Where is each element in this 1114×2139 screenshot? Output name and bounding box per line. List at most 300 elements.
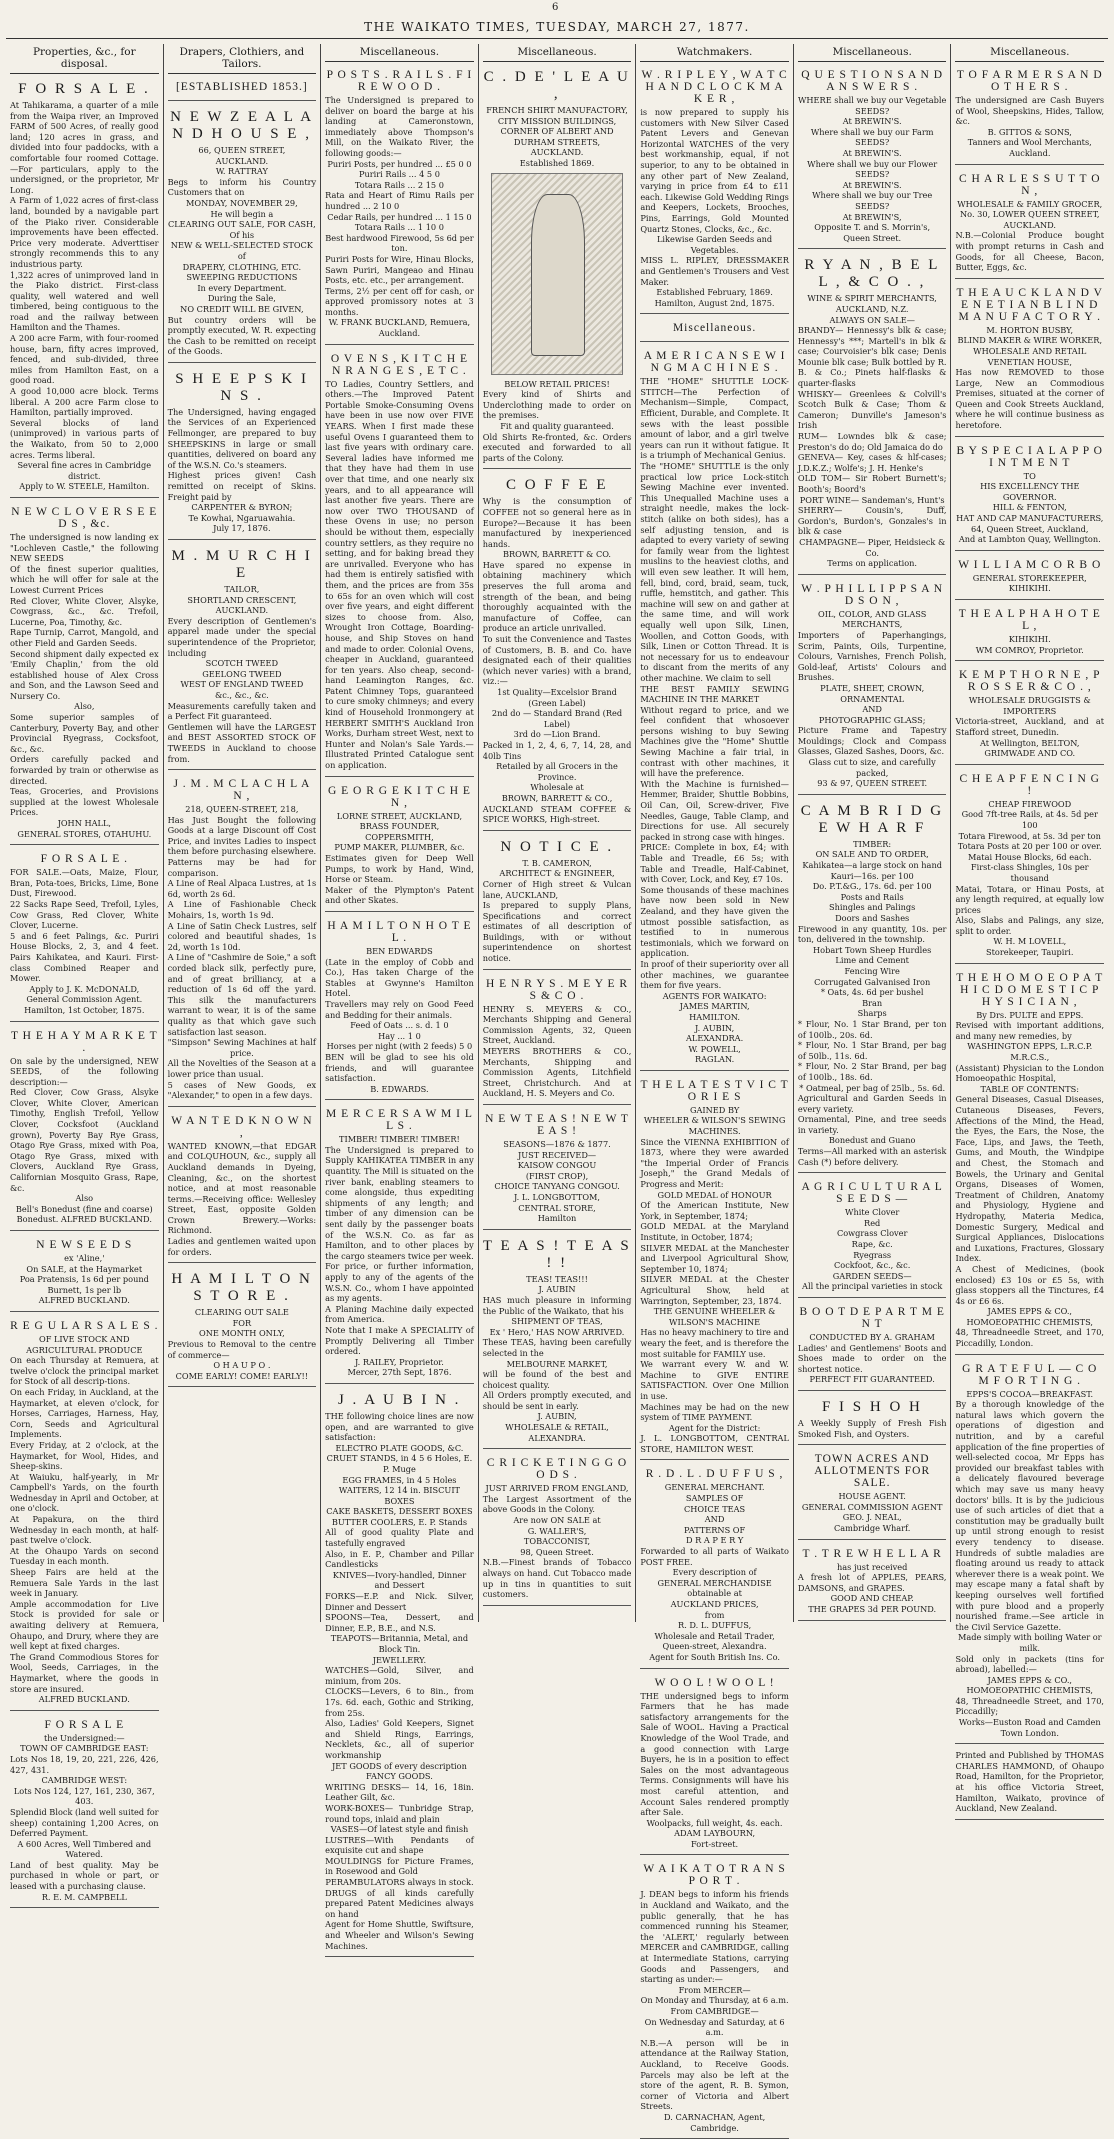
ad-text-line: Of the American Institute, New York, in September, 1874; [640, 1200, 789, 1221]
ad-text-line: In proof of their superiority over all other machines, we guarantee them for five years. [640, 958, 789, 991]
ad-text-line: Victoria-street, Auckland, and at Stafford street, Dunedin. [955, 716, 1105, 737]
ad-text-line: ALFRED BUCKLAND. [38, 1295, 130, 1306]
ad-text-line: ALWAYS ON SALE— [829, 314, 915, 325]
ad-text-line: He will begin a [210, 208, 274, 219]
ad-title: C O F F E E [505, 477, 609, 494]
ad-text-line: Red Clover, White Clover, Alsyke, Cowgrass, &c., &c. Trefoil, Lucerne, Poa, Timothy, &c. [10, 595, 159, 627]
ad-text-line: All of good quality Plate and tastefully engraved [325, 1527, 474, 1549]
ad-text-line: Packed in 1, 2, 4, 6, 7, 14, 28, and 40lb Tins [482, 739, 632, 761]
ad-text-line: Highest prices given! Cash remitted on receipt of Skins. Freight paid by [167, 470, 317, 502]
advertisement [798, 579, 947, 795]
ad-title: G E O R G E K I T C H E N , [327, 784, 471, 809]
ad-text-line: Made simply with boiling Water or milk. [957, 1632, 1102, 1653]
ad-text-line: from [704, 1609, 725, 1620]
ad-text-line: At BREWIN'S, [842, 211, 902, 222]
ad-text-line: ALFRED BUCKLAND. [38, 1694, 130, 1705]
ad-title: T H E A U C K L A N D V E N E T I A N B L I N D M A N U F A C T O R Y . [956, 286, 1103, 323]
ad-text-line: HOMOEOPATHIC CHEMISTS, [966, 1316, 1094, 1327]
advertisement [168, 77, 317, 101]
ad-text-line: White Clover [845, 1207, 900, 1218]
ad-text-line: NO CREDIT WILL BE GIVEN, [180, 303, 304, 314]
ad-text-line: Also, [74, 701, 95, 712]
ad-text-line: Totara Posts at 20 per 100 or over. [957, 841, 1102, 852]
ad-text-line: O H A U P O . [213, 1360, 271, 1371]
ad-text-line: JAMES EPPS & CO., [987, 1306, 1073, 1317]
ad-text-line: Rape Turnip, Carrot, Mangold, and other Field and Garden Seeds. [10, 627, 159, 648]
ad-text-line: GOLD MEDAL of HONOUR [657, 1189, 772, 1200]
advertisement [640, 1859, 789, 2139]
ad-text-line: A Planing Machine daily expected from America. [325, 1303, 474, 1325]
advertisement [798, 253, 947, 574]
ad-text-line: PRICE: Complete in box, £4; with Table and Treadle, £6 5s; with Table and Treadle, Half-Cabinet, with Cover, Lock, and Key, £7 10s. [640, 842, 789, 885]
ad-text-line: Horses per night (with 2 feeds) 5 0 [326, 1041, 473, 1052]
page-number: 6 [552, 2, 559, 13]
ad-text-line: Corrugated Galvanised Iron [814, 976, 931, 987]
ad-title: N E W C L O V E R S E E D S , &c. [11, 505, 158, 530]
ad-text-line: JOHN HALL, [57, 818, 111, 828]
ad-text-line: WANTED KNOWN,—that EDGAR and COLQUHOUN, &c., supply all Auckland demands in Dyeing, Cleaning, &c., on the shortest notice, and at most reasonable terms.—Receiving office: Wellesley Street, East, opposite Golden Crown Brewery.—Works: Richmond. [167, 1140, 317, 1236]
advertisement [483, 65, 632, 469]
ad-text-line: SCOTCH TWEED [205, 658, 279, 669]
ad-text-line: PERFECT FIT GUARANTEED. [809, 1374, 935, 1385]
ad-text-line: Also, Slabs and Palings, any size, split to order. [955, 915, 1105, 936]
ad-text-line: Where shall we buy our Flower SEEDS? [807, 158, 938, 180]
ad-text-line: HOUSE AGENT. [838, 1491, 906, 1502]
ad-text-line: CHOICE TANYANG CONGOU. [494, 1181, 620, 1192]
ad-text-line: CRUET STANDS, in 4 5 6 Holes, E. P. Muge [326, 1453, 473, 1474]
ad-text-line: obtainable at [687, 1588, 742, 1599]
ad-text-line: Auckland. [1009, 147, 1051, 158]
column-heading: Miscellaneous. [798, 44, 947, 62]
ad-text-line: Firewood in any quantity, 10s. per ton, delivered in the township. [797, 923, 947, 945]
ad-text-line: J. AUBIN [538, 1284, 576, 1295]
ad-text-line: "Simpson" Sewing Machines at half price. [167, 1037, 316, 1058]
ad-title: T E A S ! T E A S ! ! [482, 1237, 632, 1271]
ad-text-line: Established 1869. [519, 157, 595, 168]
ad-text-line: Has no heavy machinery to tire and weary the feet, and is therefore the most suitable for FAMILY use. [640, 1327, 789, 1359]
ad-text-line: GENERAL MERCHANDISE [657, 1577, 772, 1588]
ad-text-line: 1st Quality—Excelsior Brand (Green Label) [497, 687, 617, 708]
ad-text-line: THE BEST FAMILY SEWING MACHINE IN THE MARKET [640, 683, 789, 705]
ad-text-line: D R A P E R Y [685, 1535, 744, 1546]
ad-text-line: THE GRAPES 3d PER POUND. [808, 1603, 937, 1614]
ad-text-line: SPOONS—Tea, Dessert, and Dinner, E.P., B.E., and N.S. [325, 1612, 474, 1633]
column-heading: Miscellaneous. [955, 44, 1104, 62]
ad-text-line: BELOW RETAIL PRICES! [504, 378, 610, 389]
advertisement [325, 916, 474, 1100]
advertisement [798, 1302, 947, 1391]
ad-text-line: Also [75, 1193, 94, 1204]
ad-text-line: AND [862, 704, 882, 715]
advertisement [955, 65, 1104, 165]
ad-text-line: JAMES EPPS & CO., [987, 1674, 1073, 1685]
ad-text-line: WHOLESALE & FAMILY GROCER, [957, 198, 1103, 209]
ad-text-line: Feed of Oats ... s. d. 1 0 [350, 1020, 449, 1031]
ad-title: T . T R E W H E L L A R [802, 1547, 942, 1560]
ad-text-line: Do. P.T.&G., 17s. 6d. per 100 [812, 881, 932, 892]
ad-text-line: Second shipment daily expected ex 'Emily Chaplin,' from the old established house of Alex Cross and Son, and the Lawson Seed and Nursery Co. [10, 648, 159, 701]
ad-text-line: ex 'Aline,' [64, 1253, 105, 1263]
ad-text-line: 98, Queen Street. [520, 1546, 594, 1557]
ad-text-line: FANCY GOODS. [366, 1771, 433, 1782]
ad-text-line: On Monday and Thursday, at 6 a.m. [640, 1995, 789, 2006]
advertisement [955, 968, 1104, 1355]
ad-text-line: GENERAL MERCHANT. [664, 1482, 765, 1493]
ad-text-line: EGG FRAMES, in 4 5 Holes [342, 1474, 457, 1485]
ad-title: C A M B R I D G E W H A R F [800, 802, 944, 836]
ad-text-line: Rape, &c. [851, 1239, 893, 1250]
ad-text-line: The undersigned are Cash Buyers of Wool, Sheepskins, Hides, Tallow, &c. [955, 95, 1105, 127]
column [6, 44, 164, 1902]
ad-text-line: Agricultural and Garden Seeds in every variety. [797, 1093, 947, 1114]
advertisement [10, 77, 159, 498]
ad-text-line: Good 7ft-tree Rails, at 4s. 5d per 100 [961, 809, 1098, 830]
ad-text-line: And at Lambton Quay, Wellington. [958, 534, 1101, 545]
ad-text-line: General Diseases, Casual Diseases, Cutaneous Diseases, Fevers, Affections of the Mind, the Head, the Eyes, the Ears, the Nose, the Face, Lips, and Jaws, the Teeth, Gums, and Mouth, the Windpipe and Chest, the Stomach and Bowels, the Urinary and Genital Organs, Diseases of Women, Treatment of Children, Anatomy and Physiology, Hygiene and Hydropathy, Materia Medica, Domestic Surgery, Medical and Surgical Appliances, Dislocations and Luxations, Fractures, Glossary Index. [955, 1094, 1105, 1264]
ad-title: C R I C K E T I N G G O O D S . [486, 1457, 628, 1482]
column [479, 44, 637, 1622]
ad-title: O V E N S , K I T C H E N R A N G E S , E T C . [330, 352, 469, 377]
ad-text-line: &c., &c., &c. [214, 689, 269, 700]
ad-text-line: Why is the consumption of COFFEE not so general here as in Europe?—Because it has been manufactured by inexperienced hands. [482, 496, 632, 549]
ad-text-line: JUST RECEIVED— [517, 1149, 597, 1160]
advertisement [10, 849, 159, 1021]
ad-text-line: Since the VIENNA EXHIBITION of 1873, where they were awarded "the Imperial Order of Francis Joseph," the Grand Medals of Progress and Merit: [640, 1136, 789, 1190]
ad-text-line: Picture Frame and Tapestry Mouldings; Clock and Compass Glasses, Glazed Sashes, Doors, &c. [797, 725, 947, 757]
ad-text-line: (FIRST CROP), [525, 1170, 589, 1181]
ad-text-line: TIMBER! TIMBER! TIMBER! [339, 1134, 460, 1145]
ad-text-line: CARPENTER & BYRON; [191, 502, 293, 513]
ad-text-line: Are now ON SALE at [513, 1515, 601, 1526]
ad-text-line: Kauri—16s. per 100 [830, 870, 914, 881]
advertisement [955, 1748, 1104, 1820]
ad-text-line: MISS L. RIPLEY, DRESSMAKER and Gentlemen's Trousers and Vest Maker. [640, 255, 789, 287]
ad-text-line: is now prepared to supply his customers with New Silver Cased Patent Levers and Genevan Horizontal WATCHES of the very best workmanship, equal, if not superior, to any to be obtained in any other part of New Zealand, varying in price from £4 to £11 each. Likewise Gold Wedding Rings and Keepers, Lockets, Brooches, Pins, Earrings, Gold Mounted Quartz Stones, Clocks, &c., &c. [640, 107, 789, 234]
ad-text-line: WHOLESALE AND RETAIL [973, 345, 1087, 356]
ad-text-line: Old Shirts Re-fronted, &c. Orders executed and forwarded to all parts of the Colony. [482, 431, 632, 463]
ad-title: K E M P T H O R N E , P R O S S E R & C O . , [958, 669, 1101, 694]
masthead-rule [6, 38, 1108, 39]
ad-text-line: A Line of Real Alpaca Lustres, at 1s 6d, worth 2s 6d. [167, 878, 317, 899]
ad-text-line: (Late in the employ of Cobb and Co.), Has taken Charge of the Stables at Gwynne's Hamilton Hotel. [325, 956, 474, 999]
ad-text-line: Ladies' and Gentlemens' Boots and Shoes made to order on the shortest notice. [797, 1342, 947, 1374]
ad-text-line: AUCKLAND. [530, 147, 584, 158]
ad-title: A G R I C U L T U R A L S E E D S — [801, 1181, 943, 1206]
ad-text-line: Sold only in packets (tins for abroad), labelled:— [955, 1653, 1105, 1675]
ad-text-line: M. HORTON BUSBY, [986, 324, 1074, 335]
ad-text-line: PUMP MAKER, PLUMBER, &c. [334, 842, 465, 853]
ad-text-line: ON SALE AND TO ORDER, [815, 849, 929, 860]
ad-title: P O S T S . R A I L S . F I R E W O O D . [326, 69, 473, 93]
ad-text-line: has just received [836, 1561, 908, 1572]
ad-text-line: Lime and Cement [835, 955, 909, 966]
ad-text-line: * Oats, 4s. 6d per bushel [820, 987, 924, 998]
ad-text-line: 5 cases of New Goods, ex "Alexander," to open in a few days. [167, 1079, 317, 1101]
ad-text-line: JAMES MARTIN, [679, 1001, 750, 1012]
ad-text-line: Tanners and Wool Merchants, [967, 137, 1092, 148]
ad-title: R Y A N , B E L L , & C O . , [804, 257, 940, 291]
ad-text-line: 66, QUEEN STREET, [198, 145, 286, 155]
ad-text-line: Agent for South British Ins. Co. [649, 1651, 780, 1662]
advertisement [325, 781, 474, 912]
ad-text-line: Estimates given for Deep Well Pumps, to work by Hand, Wind, Horse or Steam. [325, 853, 474, 885]
advertisement [955, 441, 1104, 551]
ad-text-line: THE GENUINE WHEELER & WILSON'S MACHINE [653, 1306, 776, 1327]
ad-text-line: WATCHES—Gold, Silver, and minium, from 20s. [325, 1665, 474, 1686]
ad-text-line: VASES—Of latest style and finish [330, 1824, 469, 1835]
ad-text-line: Revised with important additions, and many new remedies, by [955, 1020, 1105, 1041]
ad-text-line: Bran [862, 997, 883, 1008]
ad-text-line: Queen Street. [843, 232, 902, 243]
ad-text-line: R. D. L. DUFFUS, [678, 1620, 752, 1631]
ad-text-line: Likewise Garden Seeds and Vegetables. [657, 234, 773, 255]
ad-text-line: TEAPOTS—Britannia, Metal, and Block Tin. [330, 1633, 469, 1654]
ad-text-line: A fresh lot of APPLES, PEARS, DAMSONS, and GRAPES. [797, 1572, 947, 1593]
advertisement [798, 1395, 947, 1445]
ad-text-line: Bell's Bonedust (fine and coarse) [15, 1203, 153, 1214]
ad-text-line: The Undersigned, having engaged the Services of an Experienced Fellmonger, are prepared to buy SHEEPSKINS in large or small quantities, delivered on board any of the W.S.N. Co.'s steamers. [167, 406, 317, 470]
ad-text-line: GENEVA— Key, cases & hlf-cases; J.D.K.Z.; Wolfe's; J. H. Henke's [797, 452, 947, 473]
advertisement [168, 367, 317, 540]
ad-text-line: Of his [229, 229, 255, 240]
ad-title: Miscellaneous. [672, 322, 757, 335]
ad-text-line: SWEEPING REDUCTIONS [186, 272, 298, 283]
ad-text-line: Some thousands of these machines have now been sold in New Zealand, and they have given the utmost possible satisfaction, as testified to in numerous testimonials, which we forward on application. [640, 884, 789, 959]
ad-text-line: General Commission Agent. [26, 994, 143, 1005]
ad-title: S H E E P S K I N S . [175, 370, 309, 404]
advertisement [798, 1544, 947, 1621]
ad-title: N E W S E E D S [36, 1239, 133, 1251]
advertisement [955, 283, 1104, 437]
ad-text-line: Hobart Town Sheep Hurdles [813, 944, 932, 955]
ad-text-line: Corner of High street & Vulcan lane, AUCKLAND, [482, 878, 632, 900]
ad-text-line: Bonedust. ALFRED BUCKLAND. [16, 1214, 152, 1225]
ad-text-line: SHIPMENT OF TEAS, [511, 1316, 603, 1327]
ad-text-line: Every description of Gentlemen's apparel made under the special superintendence of the Proprietor, including [167, 615, 317, 658]
ad-text-line: Established February, 1869. [656, 287, 773, 298]
advertisement [798, 799, 947, 1173]
ad-text-line: Terms, 2½ per cent off for cash, or approved promissory notes at 3 months. [325, 285, 474, 317]
ad-text-line: Apply to W. STEELE, Hamilton. [19, 481, 150, 492]
ad-text-line: Cowgrass Clover [836, 1228, 908, 1239]
ad-text-line: BEN EDWARDS [366, 945, 433, 956]
ad-text-line: On each Friday, in Auckland, at the Haymarket, at eleven o'clock, for Horses, Carriages, Harness, Hay, Corn, Seeds and Agricultural Implements. [10, 1386, 159, 1440]
ad-text-line: J. AUBIN, [537, 1411, 577, 1422]
ad-text-line: CLEARING OUT SALE, FOR CASH, [167, 219, 316, 230]
ad-text-line: On Wednesday and Saturday, at 6 a.m. [644, 2016, 785, 2038]
ad-text-line: will be found of the best and choicest quality. [482, 1369, 632, 1390]
ad-text-line: July 17, 1876. [213, 523, 271, 534]
ad-title: W . P H I L L I P P S A N D S O N , [801, 582, 944, 607]
ad-title: W A N T E D K N O W N , [171, 1114, 313, 1139]
ad-title: F O R S A L E . [40, 853, 128, 866]
ad-text-line: TOBACCONIST, [523, 1536, 591, 1547]
ad-text-line: Agent for Home Shuttle, Swiftsure, and Wheeler and Wilson's Sewing Machines. [325, 1919, 474, 1951]
ad-text-line: Lots Nos 124, 127, 161, 230, 367, 403. [13, 1785, 155, 1807]
ad-title: M E R C E R S A W M I L L S . [326, 1108, 473, 1133]
ad-text-line: Apply to J. K. McDONALD, [29, 983, 140, 994]
ad-text-line: * Flour, No. 1 Star Brand, per ton of 100lb., 20s. 6d. [797, 1018, 947, 1040]
ad-text-line: At BREWIN'S. [842, 179, 902, 190]
ad-text-line: A Chest of Medicines, (book enclosed) £3 10s or £5 5s, with glass stoppers all the Tinctures, £4 4s or £6 6s. [955, 1263, 1105, 1306]
advertisement [640, 1464, 789, 1668]
advertisement [325, 349, 474, 777]
advertisement [955, 665, 1104, 765]
ad-text-line: Gentlemen will have the LARGEST and BEST ASSORTED STOCK OF TWEEDS in Auckland to choose from. [167, 721, 317, 764]
ad-title: H A M I L T O N S T O R E . [171, 1271, 313, 1305]
advertisement [798, 1177, 947, 1298]
ad-text-line: Hamilton [537, 1213, 577, 1224]
ad-text-line: THE undersigned begs to inform Farmers that he has made satisfactory arrangements for the Sale of WOOL. Having a Practical Knowledge of the Wool Trade, and a good connection with Large Buyers, he is in a position to effect Sales on the most advantageous Terms. Consignments will have his most careful attention, and Account Sales rendered promptly after Sale. [640, 1690, 789, 1818]
ad-text-line: The Undersigned is prepared to Supply KAHIKATEA TIMBER in any quantity. The Mill is situated on the river bank, enabling steamers to come alongside, thus expediting shipments of any length; and timber of any dimension can be sent daily by the passenger boats of the W.S.N. Co. as far as Hamilton, and to other places by the cargo steamers twice per week. [325, 1144, 474, 1261]
ad-text-line: MEYERS BROTHERS & CO., Merchants, Shipping and Commission Agents, Litchfield Street, Christchurch. And at Auckland, H. S. Meyers and Co. [482, 1046, 632, 1099]
ad-text-line: The undersigned is now landing ex "Lochleven Castle," the following NEW SEEDS [10, 531, 159, 564]
ad-text-line: At Tahikarama, a quarter of a mile from the Waipa river, an Improved FARM of 500 Acres, of really good land; 120 acres in grass, and divided into four paddocks, with a comfortable four roomed Cottage.—For particulars, apply to the undersigned, or the proprietor, Mr Long. [10, 100, 159, 195]
ad-text-line: Forwarded to all parts of Waikato POST FREE. [640, 1546, 789, 1567]
ad-text-line: JUST ARRIVED FROM ENGLAND, [485, 1483, 629, 1494]
advertisement [798, 65, 947, 249]
advertisement [483, 473, 632, 830]
column [164, 44, 322, 1622]
column-heading: Miscellaneous. [483, 44, 632, 62]
ad-text-line: SAMPLES OF [685, 1493, 744, 1504]
ad-title: A M E R I C A N S E W I N G M A C H I N E S . [643, 350, 786, 375]
ad-text-line: PORT WINE— Sandeman's, Hunt's [799, 494, 945, 505]
advertisement [325, 65, 474, 345]
ad-text-line: * Flour, No. 2 Star Brand, per bag of 100lb., 18s. 6d. [797, 1061, 947, 1082]
ad-text-line: HAT AND CAP MANUFACTURERS, [956, 513, 1104, 524]
ad-text-line: W. FRANK BUCKLAND, Remuera, Auckland. [328, 317, 471, 339]
ad-text-line: ARCHITECT & ENGINEER, [499, 868, 615, 879]
ad-text-line: At Papakura, on the third Wednesday in each month, at half-past twelve o'clock. [10, 1514, 159, 1546]
advertisement [325, 1104, 474, 1384]
ad-text-line: For price, or further information, apply to any of the agents of the W.S.N. Co., whom I have appointed as my agents. [325, 1261, 474, 1304]
ad-text-line: 48, Threadneedle Street, and 170, Piccadilly, London. [955, 1327, 1105, 1349]
ad-text-line: Terms—All marked with an asterisk Cash (*) before delivery. [797, 1146, 947, 1167]
ad-text-line: FRENCH SHIRT MANUFACTORY, [486, 105, 628, 115]
ad-text-line: A 200 acre Farm, with four-roomed house, barn, fifty acres improved, fenced, and sub-divided, three miles from Hamilton East, on a good road. [10, 333, 159, 386]
ad-text-line: Opposite T. and S. Morrin's, [814, 222, 931, 233]
ad-text-line: Every description of [672, 1567, 757, 1578]
ad-text-line: Puriri Posts, per hundred ... £5 0 0 [327, 158, 472, 169]
ad-text-line: At the Ohaupo Yards on second Tuesday in each month. [10, 1545, 159, 1567]
ad-text-line: KIHIKIHI. [1008, 583, 1051, 594]
ad-text-line: GOLD MEDAL at the Maryland Institute, in October, 1874; [640, 1221, 789, 1242]
ad-text-line: THE "HOME" SHUTTLE LOCK-STITCH—The Perfection of Mechanism—Simple, Compact, Efficient, Durable, and Complete. It sews with the least possible amount of labor, and a girl twelve years can run it without fatigue. It is a triumph of Mechanical Genius. [640, 376, 789, 461]
ad-text-line: On each Thursday at Remuera, at twelve o'clock the principal market for Stock of all descrip-tions. [10, 1355, 159, 1387]
ad-text-line: Matai House Blocks, 6d each. [968, 851, 1092, 862]
ad-text-line: RUM— Lowndes blk & case; Preston's do do; Old Jamaica do do [797, 431, 947, 452]
ad-text-line: A good 10,000 acre block. Terms liberal. A 200 acre Farm close to Hamilton, partially improved. [10, 386, 159, 418]
ad-title: R . D . L . D U F F U S , [645, 1468, 784, 1481]
ad-text-line: KNIVES—Ivory-handled, Dinner and Dessert [332, 1569, 467, 1591]
ad-text-line: Fort-street. [691, 1838, 739, 1849]
ad-text-line: BROWN, BARRETT & CO., [501, 792, 613, 803]
ad-text-line: A Farm of 1,022 acres of first-class land, bounded by a navigable part of the Piako river. Considerable improvements have been effected. Price very moderate. Adverttiser strongly recommends this to any industrious party. [10, 195, 159, 269]
advertisement [640, 346, 789, 1071]
ad-text-line: 218, QUEEN-STREET, 218, [185, 804, 299, 815]
ad-text-line: TO [1023, 470, 1036, 481]
ad-text-line: the Undersigned:— [44, 1732, 125, 1743]
ad-text-line: Terms on application. [827, 558, 918, 569]
ad-title: W . R I P L E Y , W A T C H A N D C L O C K M A K E R , [641, 69, 788, 105]
ad-text-line: WORK-BOXES— Tunbridge Strap, round tops, inlaid and plain [325, 1802, 474, 1824]
ad-text-line: First-class Shingles, 10s per thousand [970, 862, 1089, 883]
ad-text-line: A Line of "Cashmire de Soie," a soft corded black silk, perfectly pure, and of great brilliancy, at a reduction of 1s 6d off the yard. This silk the manufacturers warrant to wear, it is of the same quality as that which gave such satisfaction last season. [167, 952, 317, 1037]
ad-text-line: Best hardwood Firewood, 5s 6d per ton. [325, 232, 474, 254]
advertisement [10, 1316, 159, 1711]
ad-text-line: WAITERS, 12 14 in. BISCUIT BOXES [338, 1485, 461, 1506]
ad-text-line: These TEAS, having been carefully selected in the [482, 1337, 632, 1358]
ad-text-line: ALEXANDRA. [686, 1033, 744, 1044]
ad-text-line: W. H. M LOVELL, [993, 936, 1067, 947]
ad-title: T H E L A T E S T V I C T O R I E S [640, 1078, 789, 1103]
ad-text-line: A Weekly Supply of Fresh Fish Smoked Fish, and Oysters. [797, 1417, 947, 1439]
ad-title: F O R S A L E . [18, 81, 151, 97]
ad-text-line: KIHIKIHI. [1008, 634, 1051, 644]
ad-text-line: Every Friday, at 2 o'clock, at the Haymarket, for Wool, Hides, and Sheep-skins. [10, 1439, 159, 1472]
ad-text-line: CHAMPAGNE— Piper, Heidsieck & Co. [799, 536, 946, 558]
ad-text-line: * Oatmeal, per bag of 25lb., 5s. 6d. [799, 1082, 946, 1093]
advertisement [640, 318, 789, 342]
column [636, 44, 794, 2133]
ad-text-line: Poa Pratensis, 1s 6d per pound [19, 1274, 149, 1285]
ad-text-line: AUCKLAND. [215, 155, 269, 166]
masthead [0, 0, 1114, 36]
ad-text-line: CLOCKS—Levers, 6 to 8in., from 17s. 6d. each, Gothic and Striking, from 25s. [325, 1686, 474, 1718]
ad-text-line: Without regard to price, and we feel confident that whosoever persons wishing to buy Sewing Machines give the "Home" Shuttle Sewing Machine a fair trial, in contrast with other machines, it will have the preference. [640, 704, 789, 779]
column [321, 44, 479, 1951]
ad-text-line: Begs to inform his Country Customers that on [167, 176, 317, 198]
ad-title: T H E H A Y M A R K E T . [10, 1029, 158, 1054]
ad-text-line: The "HOME" SHUTTLE is the only practical low price Lock-stitch Sewing Machine ever invented. This Unequalled Machine uses a straight needle, makes the lock-stitch (alike on both sides), has a self adjusting tension, and is adapted to every variety of sewing for family wear from the lightest muslins to the heaviest cloths, and will even sew leather. It will hem, fell, bind, cord, braid, seam, tuck, ruffle, hemstitch, and gather. This machine will sew on and gather at the same time, and will work equally well upon Silk, Linen, Woollen, and Cotton Goods, with Silk, Linen or Cotton Thread. It is not necessary for us to endeavour to discant from the merits of any other machine. We claim to sell [640, 461, 789, 683]
ad-text-line: Doors and Sashes [835, 913, 910, 923]
ad-text-line: SILVER MEDAL at the Manchester and Liverpool Agricultural Show, September 10, 1874; [640, 1242, 789, 1274]
advertisement [483, 835, 632, 970]
ad-text-line: N.B.—A person will be in attendance at the Railway Station, Auckland, to Receive Goods. Parcels may also be left at the store of the agent, R. B. Symon, corner of Victoria and Albert Streets. [640, 2037, 789, 2112]
ad-text-line: We warrant every W. and W. Machine to GIVE ENTIRE SATISFACTION. Over One Million in use. [640, 1359, 789, 1401]
ad-text-line: Wholesale at [530, 782, 584, 793]
ad-text-line: Of the finest superior qualities, which he will offer for sale at the Lowest Current Prices [10, 563, 159, 595]
ad-text-line: SHORTLAND CRESCENT, AUCKLAND. [187, 594, 297, 616]
ad-text-line: Has Just Bought the following Goods at a large Discount off Cost Price, and invites Ladies to inspect them before purchasing elsewhere. Patterns may be had for comparison. [167, 814, 317, 878]
column-heading: Properties, &c., for disposal. [10, 44, 159, 74]
ad-text-line: 64, Queen Street, Auckland, [970, 523, 1089, 534]
ad-text-line: From CAMBRIDGE— [670, 2006, 759, 2016]
ad-text-line: Has now REMOVED to those Large, New an Commodious Premises, situated at the corner of Queen and Cook Streets Auckland, where he will continue business as heretofore. [955, 367, 1105, 431]
ad-text-line: Hamilton, 1st October, 1875. [24, 1004, 145, 1015]
ad-text-line: By a thorough knowledge of the natural laws which govern the operations of digestion and nutrition, and by a careful application of the fine properties of well-selected cocoa, Mr Epps has provided our breakfast tables with a delicately flavoured beverage which may save us many heavy doctors' bills. It is by the judicious use of such articles of diet that a constitution may be gradually built up until strong enough to resist every tendency to disease. Hundreds of subtle maladies are floating around us ready to attack wherever there is a weak point. We may escape many a fatal shaft by keeping ourselves well fortified with pure blood and a properly nourished frame.—See article in the Civil Service Gazette. [955, 1399, 1105, 1632]
ad-text-line: Totara Rails ... 1 10 0 [354, 222, 444, 233]
ad-text-line: Te Kowhai, Ngaruawahia. [188, 512, 296, 523]
ad-text-line: 22 Sacks Rape Seed, Trefoil, Lyles, Cow Grass, Red Clover, White Clover, Lucerne. [10, 898, 159, 931]
ad-text-line: J. L. LONGBOTTOM, [514, 1191, 601, 1202]
ad-title: N O T I C E . [500, 838, 614, 855]
ad-text-line: 2nd do — Standard Brand (Red Label) [491, 708, 623, 729]
ad-text-line: At BREWIN'S. [842, 116, 902, 127]
ad-text-line: WHOLESALE & RETAIL, [505, 1422, 609, 1433]
ad-title: Q U E S T I O N S A N D A N S W E R S . [801, 69, 944, 93]
ad-text-line: Some superior samples of Canterbury, Poverty Bay, and other Provincial Ryegrass, Cocksfoot, &c., &c. [10, 712, 159, 754]
ad-text-line: Woolpacks, full weight, 4s. each. [646, 1817, 783, 1828]
ad-text-line: The Largest Assortment of the above Goods in the Colony. [482, 1493, 632, 1515]
ad-text-line: Puriri Posts for Wire, Hinau Blocks, Sawn Puriri, Mangeao and Hinau Posts, etc. etc., per arrangement. [325, 253, 474, 286]
ad-text-line: LUSTRES—With Pendants of exquisite cut and shape [325, 1834, 474, 1856]
ad-text-line: Totara Firewood, at 5s. 3d per ton [958, 830, 1101, 841]
ad-text-line: Teas, Groceries, and Provisions supplied at the lowest Wholesale Prices. [10, 786, 159, 818]
columns-container [6, 44, 1108, 2133]
advertisement [483, 974, 632, 1105]
